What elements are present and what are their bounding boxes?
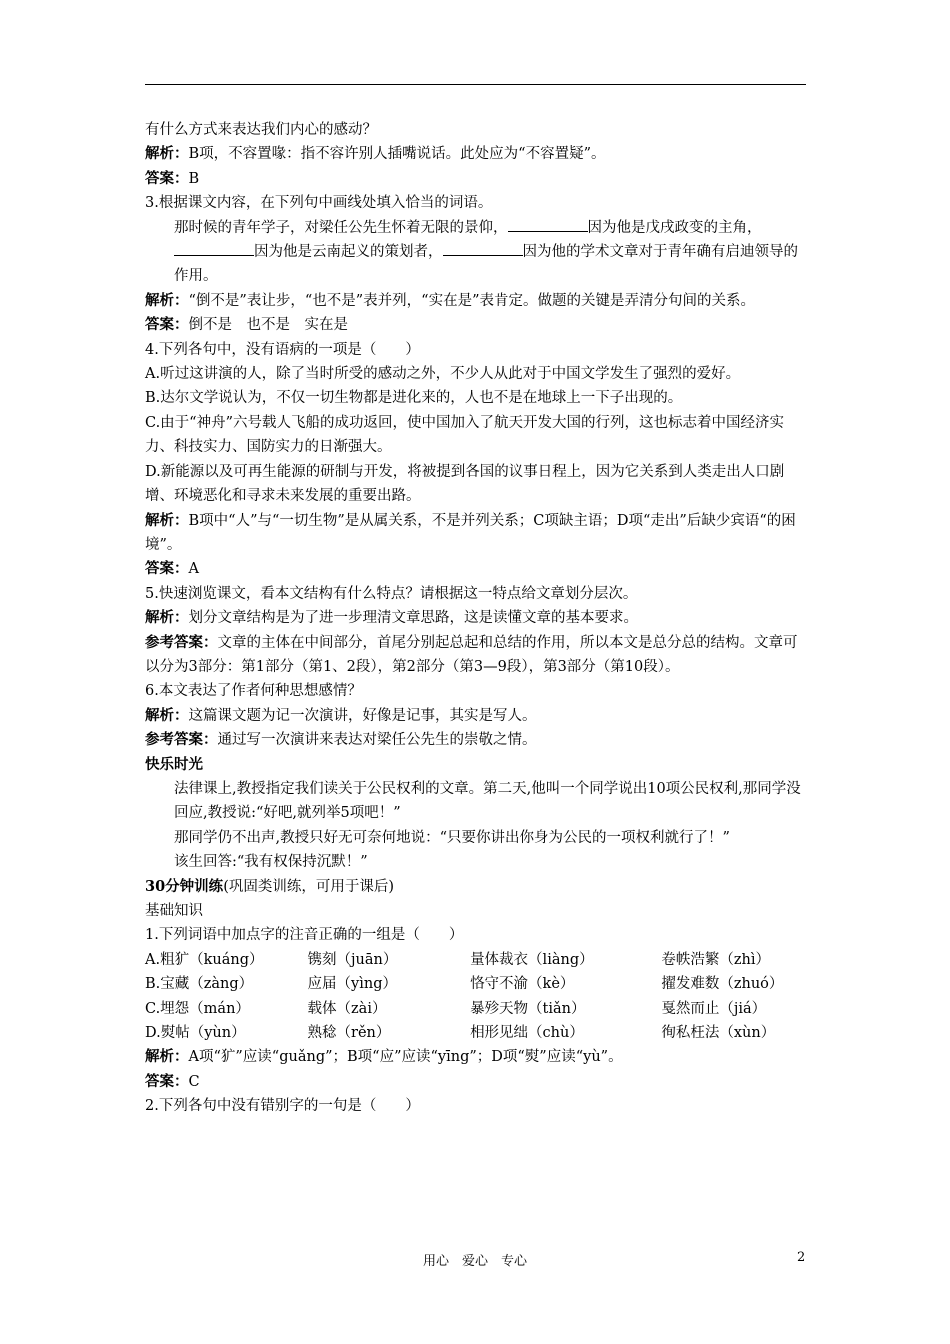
question-3-analysis: 解析：“倒不是”表让步，“也不是”表并列，“实在是”表肯定。做题的关键是弄清分句间的关系。 [145, 291, 755, 309]
option-cell: 镌刻（juān） [307, 951, 398, 968]
option-cell: 相形见绌（chù） [470, 1025, 584, 1042]
page-number: 2 [797, 1250, 806, 1265]
option-cell: 戛然而止（jiá） [661, 1000, 767, 1017]
option-cell: A.粗犷（kuáng） [145, 951, 264, 968]
header-rule [145, 84, 806, 85]
section-heading: 基础知识 [145, 903, 203, 919]
option-cell: D.熨帖（yùn） [145, 1025, 246, 1042]
question-5-reference: 参考答案：文章的主体在中间部分，首尾分别起总起和总结的作用，所以本文是总分总的结构。文章可以分为3部分：第1部分（第1、2段），第2部分（第3—9段），第3部分（第10段）。 [145, 633, 798, 675]
option-cell: 恪守不渝（kè） [470, 976, 575, 993]
training-question-2-stem: 2.下列各句中没有错别字的一句是（ ） [145, 1098, 420, 1115]
question-6-reference: 参考答案：通过写一次演讲来表达对梁任公先生的崇敬之情。 [145, 731, 537, 749]
option-cell: 量体裁衣（liàng） [470, 951, 594, 968]
question-6-analysis: 解析：这篇课文题为记一次演讲，好像是记事，其实是写人。 [145, 706, 537, 724]
question-5-stem: 5.快速浏览课文，看本文结构有什么特点？请根据这一特点给文章划分层次。 [145, 585, 638, 602]
question-4-stem: 4.下列各句中，没有语病的一项是（ ） [145, 341, 420, 358]
text-line: 有什么方式来表达我们内心的感动？ [145, 122, 377, 138]
option-cell: 载体（zài） [307, 1000, 387, 1017]
option-cell: 熟稔（rěn） [307, 1025, 391, 1042]
question-3-answer: 答案：倒不是 也不是 实在是 [145, 316, 348, 334]
question-4-analysis: 解析：B项中“人”与“一切生物”是从属关系，不是并列关系；C项缺主语；D项“走出”后缺少宾语“的困境”。 [145, 511, 796, 553]
option-b: B.达尔文学说认为，不仅一切生物都是进化来的，人也不是在地球上一下子出现的。 [145, 390, 683, 407]
option-c: C.由于“神舟”六号载人飞船的成功返回，使中国加入了航天开发大国的行列，这也标志着中国经济实力、科技实力、国防实力的日渐强大。 [145, 414, 785, 456]
happy-time-title: 快乐时光 [145, 755, 203, 773]
question-6-stem: 6.本文表达了作者何种思想感情？ [145, 683, 362, 700]
training-question-1-answer: 答案：C [145, 1072, 200, 1090]
footer-motto: 用心 爱心 专心 [422, 1254, 527, 1269]
question-4-answer: 答案：A [145, 560, 199, 578]
answer-line: 答案：B [145, 169, 200, 187]
happy-paragraph: 该生回答:“我有权保持沉默！” [174, 854, 368, 871]
training-question-1-stem: 1.下列词语中加点字的注音正确的一组是（ ） [145, 927, 464, 944]
question-5-analysis: 解析：划分文章结构是为了进一步理清文章思路，这是读懂文章的基本要求。 [145, 609, 638, 627]
option-cell: 应届（yìng） [307, 976, 397, 993]
fill-blank[interactable] [443, 241, 523, 256]
fill-blank[interactable] [508, 217, 588, 232]
fill-blank[interactable] [174, 241, 254, 256]
option-row-c [145, 997, 810, 1021]
document-body [145, 118, 810, 1119]
question-3-fill-paragraph: 那时候的青年学子，对梁任公先生怀着无限的景仰， 因为他是戊戌政变的主角，因为他是云南起义的策划者， 因为他的学术文章对于青年确有启迪领导的作用。 [145, 216, 810, 289]
option-row-a [145, 948, 810, 972]
option-cell: B.宝藏（zàng） [145, 976, 254, 993]
option-cell: 徇私枉法（xùn） [661, 1025, 776, 1042]
question-3-stem: 3.根据课文内容，在下列句中画线处填入恰当的词语。 [145, 195, 493, 212]
option-cell: 暴殄天物（tiǎn） [470, 1000, 586, 1017]
option-cell: 擢发难数（zhuó） [661, 976, 784, 993]
option-row-d [145, 1021, 810, 1045]
option-row-b [145, 972, 810, 996]
option-a: A.听过这讲演的人，除了当时所受的感动之外，不少人从此对于中国文学发生了强烈的爱好。 [145, 366, 741, 383]
option-cell: C.埋怨（mán） [145, 1000, 250, 1017]
happy-paragraph: 那同学仍不出声,教授只好无可奈何地说：“只要你讲出你身为公民的一项权利就行了！” [174, 829, 730, 846]
training-title: 30分钟训练(巩固类训练，可用于课后) [145, 877, 395, 895]
happy-paragraph: 法律课上,教授指定我们读关于公民权利的文章。第二天,他叫一个同学说出10项公民权利,那同学没回应,教授说:“好吧,就列举5项吧！” [174, 780, 801, 822]
training-question-1-analysis: 解析：A项“犷”应读“guǎng”；B项“应”应读“yīng”；D项“熨”应读“yù”。 [145, 1048, 623, 1066]
analysis-line: 解析：B项，不容置喙：指不容许别人插嘴说话。此处应为“不容置疑”。 [145, 145, 606, 163]
option-cell: 卷帙浩繁（zhì） [661, 951, 770, 968]
option-d: D.新能源以及可再生能源的研制与开发，将被提到各国的议事日程上，因为它关系到人类走出人口剧增、环境恶化和寻求未来发展的重要出路。 [145, 463, 785, 505]
